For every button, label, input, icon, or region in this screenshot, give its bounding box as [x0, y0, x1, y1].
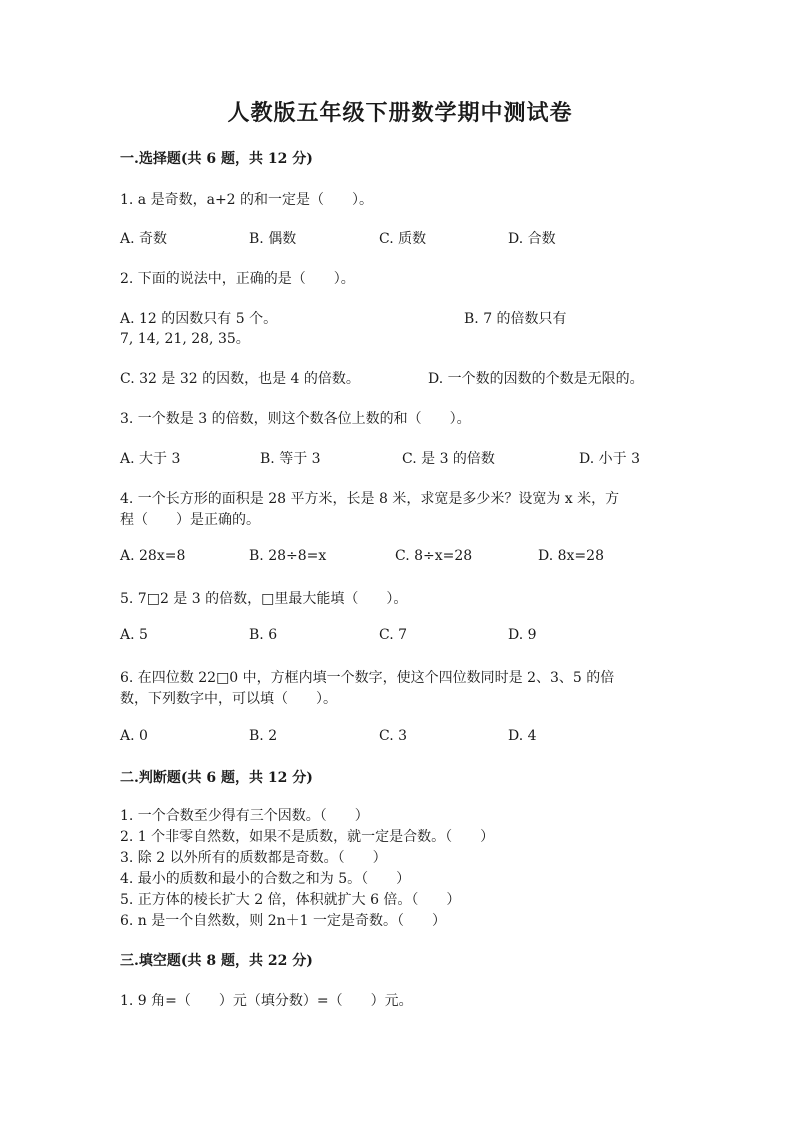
page-title: 人教版五年级下册数学期中测试卷	[227, 100, 573, 126]
option-d: D. 9	[508, 627, 537, 643]
option-d: D. 4	[508, 728, 537, 744]
option-a: A. 28x=8	[120, 548, 186, 564]
question-stem: 3. 一个数是 3 的倍数，则这个数各位上数的和（ ）。	[120, 411, 471, 427]
option-b: B. 2	[249, 728, 278, 744]
option-c: C. 7	[379, 627, 408, 643]
option-b: B. 28÷8=x	[249, 548, 327, 564]
section-heading-fill: 三.填空题(共 8 题，共 22 分)	[120, 953, 313, 969]
judge-item: 3. 除 2 以外所有的质数都是奇数。（ ）	[120, 850, 387, 866]
option-a: A. 奇数	[120, 231, 168, 247]
judge-item: 5. 正方体的棱长扩大 2 倍，体积就扩大 6 倍。（ ）	[120, 892, 461, 908]
option-b: B. 7 的倍数只有	[464, 311, 567, 327]
judge-item: 2. 1 个非零自然数，如果不是质数，就一定是合数。（ ）	[120, 829, 495, 845]
question-stem-line1: 6. 在四位数 22□0 中，方框内填一个数字，使这个四位数同时是 2、3、5 的倍	[120, 670, 615, 686]
option-c: C. 3	[379, 728, 408, 744]
question-stem-line2: 程（ ）是正确的。	[120, 512, 260, 528]
option-b-continued: 7, 14, 21, 28, 35。	[120, 331, 250, 347]
section-heading-judge: 二.判断题(共 6 题，共 12 分)	[120, 770, 313, 786]
option-d: D. 合数	[508, 231, 556, 247]
option-c: C. 32 是 32 的因数，也是 4 的倍数。	[120, 371, 360, 387]
option-a: A. 大于 3	[120, 451, 181, 467]
option-d: D. 8x=28	[538, 548, 604, 564]
question-stem: 2. 下面的说法中，正确的是（ ）。	[120, 271, 355, 287]
option-b: B. 6	[249, 627, 278, 643]
question-stem: 5. 7□2 是 3 的倍数，□里最大能填（ ）。	[120, 591, 408, 607]
judge-item: 6. n 是一个自然数，则 2n＋1 一定是奇数。（ ）	[120, 913, 447, 929]
question-stem: 1. a 是奇数，a+2 的和一定是（ ）。	[120, 192, 374, 208]
option-b: B. 偶数	[249, 231, 297, 247]
option-c: C. 是 3 的倍数	[402, 451, 495, 467]
option-a: A. 12 的因数只有 5 个。	[120, 311, 278, 327]
fill-item: 1. 9 角=（ ）元（填分数）=（ ）元。	[120, 993, 413, 1009]
option-b: B. 等于 3	[260, 451, 321, 467]
judge-item: 4. 最小的质数和最小的合数之和为 5。（ ）	[120, 871, 411, 887]
question-stem-line1: 4. 一个长方形的面积是 28 平方米，长是 8 米，求宽是多少米？设宽为 x 米，方	[120, 491, 620, 507]
judge-item: 1. 一个合数至少得有三个因数。（ ）	[120, 808, 369, 824]
option-a: A. 5	[120, 627, 148, 643]
question-stem-line2: 数，下列数字中，可以填（ ）。	[120, 691, 337, 707]
option-d: D. 小于 3	[579, 451, 640, 467]
section-heading-choice: 一.选择题(共 6 题，共 12 分)	[120, 151, 313, 167]
option-d: D. 一个数的因数的个数是无限的。	[428, 371, 644, 387]
option-a: A. 0	[120, 728, 148, 744]
option-c: C. 8÷x=28	[395, 548, 473, 564]
option-c: C. 质数	[379, 231, 427, 247]
